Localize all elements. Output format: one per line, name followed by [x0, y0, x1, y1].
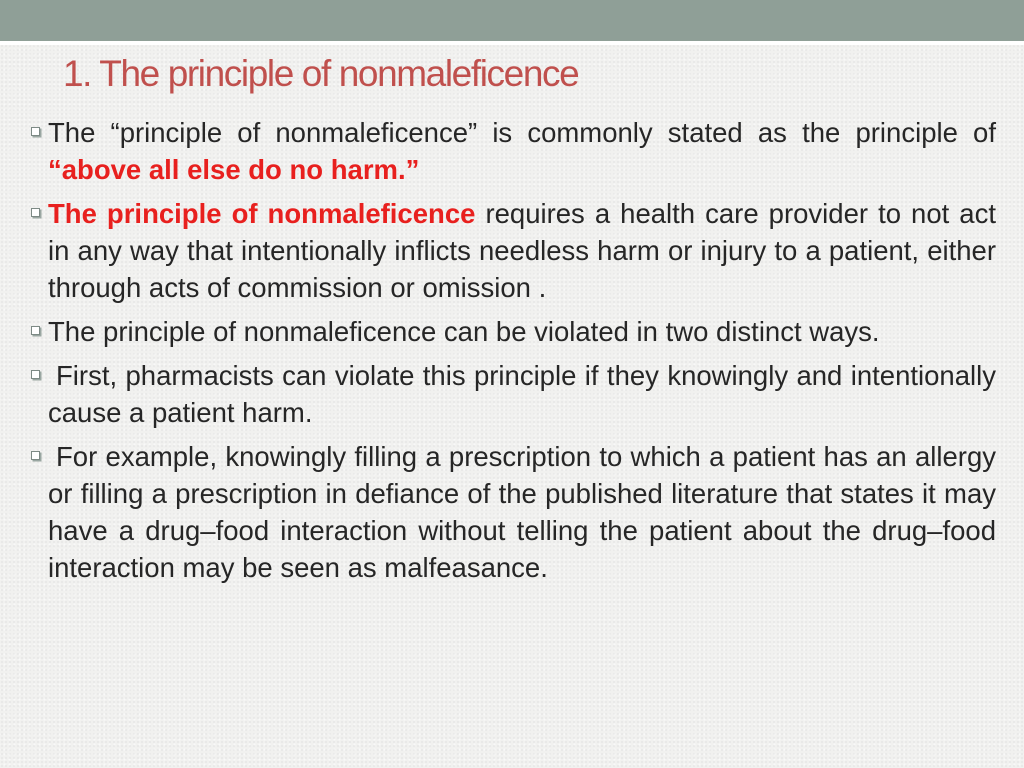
square-bullet-icon: [31, 451, 40, 460]
bullet-text: requires a health care provider to not act in any way that intentionally inflicts needless harm or injury to a patient, either through acts of commission or omission .: [48, 198, 996, 303]
square-bullet-icon: [31, 127, 40, 136]
square-bullet-icon: [31, 208, 40, 217]
bullet-highlight: “above all else do no harm.”: [48, 154, 420, 185]
bullet-text: For example, knowingly filling a prescription to which a patient has an allergy or filling a prescription in defiance of the published literature that states it may have a drug–food interaction without telling the patient about the drug–food interaction may be seen as malfeasance.: [48, 441, 996, 583]
slide-title: 1. The principle of nonmaleficence: [63, 53, 579, 94]
bullet-item-4: [48, 357, 996, 431]
bullet-text: First, pharmacists can violate this principle if they knowingly and intentionally cause a patient harm.: [48, 360, 996, 428]
bullet-item-3: [48, 313, 996, 350]
bullet-item-1: [48, 114, 996, 188]
square-bullet-icon: [31, 326, 40, 335]
top-rule: [0, 41, 1024, 45]
top-band: [0, 0, 1024, 41]
bullet-item-5: [48, 438, 996, 586]
slide-body: [48, 114, 996, 593]
bullet-item-2: [48, 195, 996, 306]
bullet-text: The “principle of nonmaleficence” is commonly stated as the principle of: [48, 117, 996, 148]
bullet-text: The principle of nonmaleficence can be violated in two distinct ways.: [48, 316, 880, 347]
square-bullet-icon: [31, 370, 40, 379]
bullet-highlight: The principle of nonmaleficence: [48, 198, 476, 229]
